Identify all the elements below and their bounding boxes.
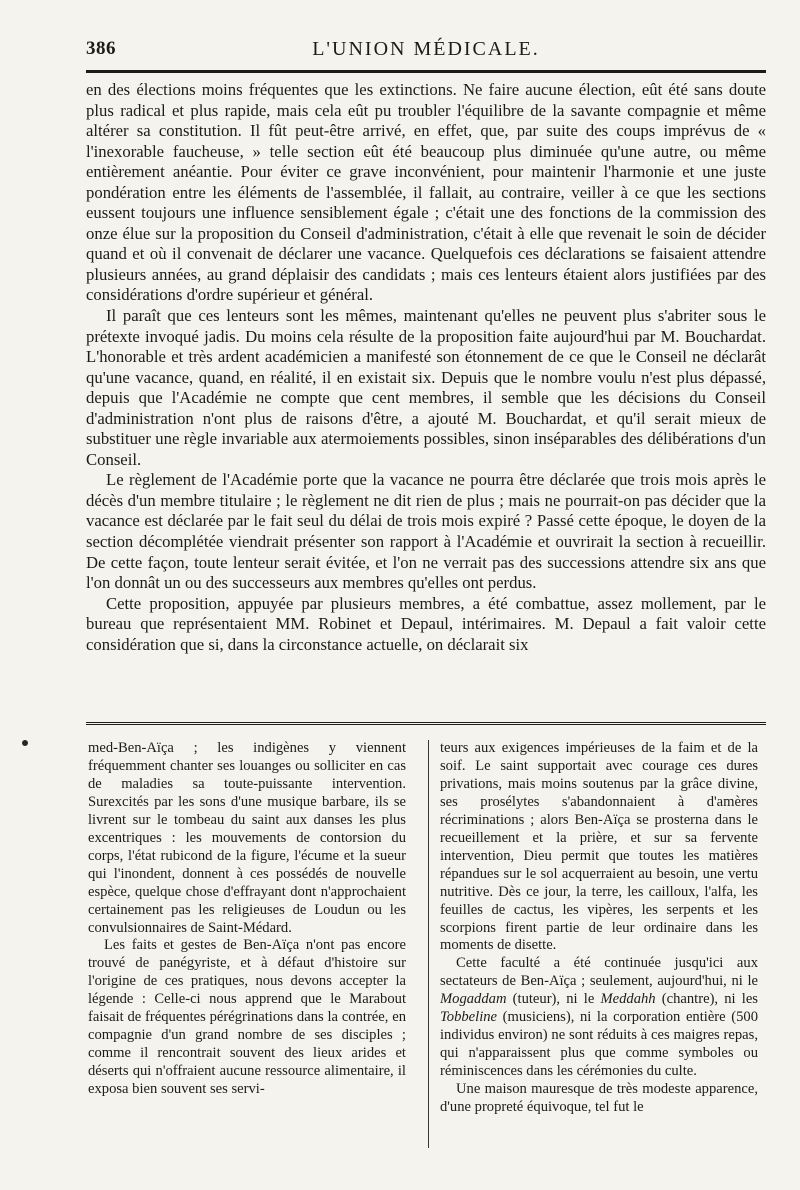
right-paragraph-2-part-b: (tuteur), ni le xyxy=(506,991,601,1008)
running-title: L'UNION MÉDICALE. xyxy=(312,38,540,60)
right-paragraph-2-part-a: Cette faculté a été continuée jusqu'ici aux sectateurs de Ben-Aïça ; seulement, aujourd'hui, ni le xyxy=(440,955,758,990)
right-paragraph-1: teurs aux exigences impérieuses de la faim et de la soif. Le saint supportait avec courage ces dures privations, mais moins soutenus par la grâce divine, ses prosélytes s'abandonnaient à d'amères récriminations ; alors Ben-Aïça se prosterna dans le recueillement et la prière, et sur sa fervente intervention, Dieu permit que toutes les matières répandues sur le sol acquerraient au besoin, une vertu nutritive. Dès ce jour, la terre, les cailloux, l'alfa, les feuilles de cactus, les vipères, les serpents et les scorpions firent partie de leur ordinaire dans les moments de disette. xyxy=(440,740,758,954)
left-paragraph-2: Les faits et gestes de Ben-Aïça n'ont pas encore trouvé de panégyriste, et à défaut d'histoire sur l'origine de ces pratiques, nous devons accepter la légende : Celle-ci nous apprend que le Marabout faisait de fréquentes pérégrinations dans la contrée, en compagnie d'un grand nombre de ses disciples ; comme il rencontrait souvent des lieux arides et déserts qui n'offraient aucune ressource alimentaire, il exposa bien souvent ses servi- xyxy=(88,937,406,1098)
right-paragraph-2-part-d: (musiciens), ni la corporation entière (500 individus environ) ne sont réduits à ces maigres repas, qui n'apparaissent plus que comme symboles ou réminiscences dans les cérémonies du culte. xyxy=(440,1009,758,1080)
right-paragraph-3: Une maison mauresque de très modeste apparence, d'une propreté équivoque, tel fut le xyxy=(440,1081,758,1116)
term-meddahh: Meddahh xyxy=(600,991,656,1008)
main-paragraph-4: Cette proposition, appuyée par plusieurs membres, a été combattue, assez mollement, par le bureau que représentaient MM. Robinet et Depaul, intérimaires. M. Depaul a fait valoir cette considération que si, dans la circonstance actuelle, on déclarait six xyxy=(86,593,766,654)
term-tobbeline: Tobbeline xyxy=(440,1009,498,1026)
right-paragraph-2 xyxy=(440,955,758,1081)
column-divider xyxy=(428,740,429,1148)
left-paragraph-1: med-Ben-Aïça ; les indigènes y viennent fréquemment chanter ses louanges ou solliciter en cas de maladies sa toute-puissante intervention. Surexcités par les sons d'une musique barbare, ils se livrent sur le tombeau du saint aux danses les plus excentriques : les mouvements de contorsion du corps, l'état rubicond de la figure, l'écume et la sueur qui l'inondent, donnent à ces possédés de nouvelle espèce, quelque chose d'effrayant dont n'approchaient certainement pas les religieuses de Loudun ou les convulsionnaires de Saint-Médard. xyxy=(88,740,406,936)
page-header xyxy=(86,34,766,64)
feuilleton-right-column xyxy=(440,740,758,1117)
feuilleton-divider-rule xyxy=(86,722,766,727)
page-number: 386 xyxy=(86,38,116,59)
header-rule xyxy=(86,70,766,73)
main-paragraph-1: en des élections moins fréquentes que les extinctions. Ne faire aucune élection, eût été sans doute plus radical et plus rapide, mais cela eût pu troubler l'équilibre de la savante compagnie et même altérer sa constitution. Il fût peut-être arrivé, en effet, que, par suite des coups imprévus de « l'inexorable faucheuse, » telle section eût été beaucoup plus diminuée qu'une autre, ou même entièrement anéantie. Pour éviter ce grave inconvénient, pour maintenir l'harmonie et une juste pondération entre les éléments de l'assemblée, il fallait, au contraire, veiller à ce que les sections eussent toujours une influence sensiblement égale ; c'était une des fonctions de la commission des onze élue sur la proposition du Conseil d'administration, c'était à elle que revenait le soin de décider quand et où il convenait de déclarer une vacance. Quelquefois ces déclarations se faisaient attendre plusieurs années, au grand déplaisir des candidats ; mais ces lenteurs étaient alors justifiées par des considérations d'ordre supérieur et général. xyxy=(86,80,766,305)
main-paragraph-2: Il paraît que ces lenteurs sont les mêmes, maintenant qu'elles ne peuvent plus s'abriter sous le prétexte invoqué jadis. Du moins cela résulte de la proposition faite aujourd'hui par M. Bouchardat. L'honorable et très ardent académicien a manifesté son étonnement de ce que le Conseil ne déclarât qu'une vacance, quand, en réalité, il en existait six. Depuis que le nombre voulu n'est plus dépassé, depuis que l'Académie ne compte que cent membres, il semble que les décisions du Conseil d'administration n'ont plus de raisons d'être, a ajouté M. Bouchardat, et qu'il serait mieux de substituer une règle invariable aux atermoiements possibles, sinon inséparables des délibérations d'un Conseil. xyxy=(86,306,766,469)
margin-dot xyxy=(22,740,28,746)
feuilleton-left-column xyxy=(88,740,406,1099)
term-mogaddam: Mogaddam xyxy=(440,991,507,1008)
right-paragraph-2-part-c: (chantre), ni les xyxy=(655,991,758,1008)
main-article xyxy=(86,80,766,655)
main-paragraph-3: Le règlement de l'Académie porte que la vacance ne pourra être déclarée que trois mois après le décès d'un membre titulaire ; le règlement ne dit rien de plus ; mais ne pourrait-on pas décider que la vacance est déclarée par le fait seul du délai de trois mois expiré ? Passé cette époque, le doyen de la section décomplétée viendrait présenter son rapport à l'Académie et ouvrirait la section à recueillir. De cette façon, toute lenteur serait évitée, et l'on ne verrait pas des successions attendre six ans que l'on donnât un ou des successeurs aux membres qu'elles ont perdus. xyxy=(86,470,766,593)
